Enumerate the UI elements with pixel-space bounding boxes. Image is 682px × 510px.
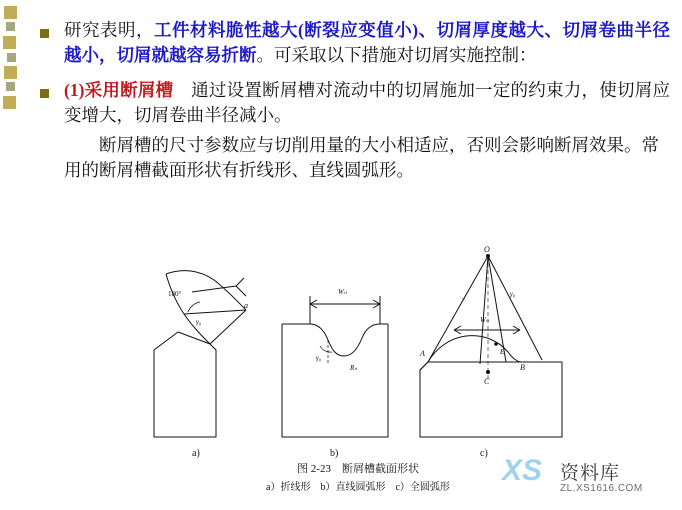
decoration-square xyxy=(6,82,15,91)
body-paragraph: 断屑槽的尺寸参数应与切削用量的大小相适应，否则会影响断屑效果。常用的断屑槽截面形状有折线形、直线圆弧形。 xyxy=(64,135,659,181)
bullet-1-text xyxy=(64,18,670,68)
bullet-2-text xyxy=(64,78,670,128)
figure-panel-c xyxy=(419,245,562,437)
figure-drawing xyxy=(148,245,568,467)
svg-text:C: C xyxy=(484,377,490,386)
decoration-square xyxy=(6,22,15,31)
watermark-subtext: ZL.XS1616.COM xyxy=(560,483,643,494)
watermark-logo-icon: XS xyxy=(502,454,543,487)
decoration-square xyxy=(7,53,16,62)
bullet-item-2 xyxy=(30,78,670,128)
svg-text:O: O xyxy=(484,245,490,254)
svg-text:r: r xyxy=(462,296,465,304)
decoration-square xyxy=(4,66,17,79)
svg-text:γ₀: γ₀ xyxy=(510,290,516,298)
bullet-item-1 xyxy=(30,18,670,68)
figure-caption-sub: a）折线形 b）直线圆弧形 c）全圆弧形 xyxy=(266,482,450,493)
svg-text:E: E xyxy=(500,348,505,356)
svg-text:Rₙ: Rₙ xyxy=(350,364,358,372)
svg-text:γ₀: γ₀ xyxy=(196,318,202,326)
figure-panel-label-a: a) xyxy=(192,448,200,459)
figure-panel-label-c: c) xyxy=(480,448,488,459)
svg-text:A: A xyxy=(420,349,425,358)
figure-caption-main: 图 2-23 断屑槽截面形状 xyxy=(297,463,419,475)
svg-text:B: B xyxy=(520,363,525,372)
watermark-text: 资料库 xyxy=(560,463,621,484)
svg-text:γ₀: γ₀ xyxy=(316,354,322,362)
slide-content xyxy=(30,18,670,183)
watermark xyxy=(498,452,676,504)
bullet-1-seg-plain-2: 。可采取以下措施对切屑实施控制： xyxy=(256,44,537,65)
bullet-marker-icon xyxy=(40,89,49,98)
figure-panel-label-b: b) xyxy=(330,448,339,459)
svg-text:180°: 180° xyxy=(168,290,182,298)
bullet-2-seg-plain: 通过设置断屑槽对流动中的切屑施加一定的约束力，使切屑应变增大，切屑卷曲半径减小。 xyxy=(64,79,671,125)
decoration-square xyxy=(3,36,16,49)
left-decoration-strip xyxy=(0,0,26,510)
svg-text:a: a xyxy=(244,301,248,310)
svg-text:Wₙ: Wₙ xyxy=(480,316,489,324)
decoration-square xyxy=(4,6,17,19)
figure-panel-b xyxy=(282,288,388,437)
decoration-square xyxy=(3,96,16,109)
svg-text:Wₙ: Wₙ xyxy=(338,288,347,296)
bullet-1-seg-emphasis: 工件材料脆性越大(断裂应变值小)、切屑厚度越大、切屑卷曲半径越小，切屑就越容易折断 xyxy=(64,20,671,65)
bullet-2-seg-emphasis: (1)采用断屑槽 xyxy=(64,79,174,100)
bullet-1-seg-plain-1: 研究表明， xyxy=(64,20,154,40)
figure-panel-a xyxy=(154,271,248,437)
bullet-marker-icon xyxy=(40,29,49,38)
